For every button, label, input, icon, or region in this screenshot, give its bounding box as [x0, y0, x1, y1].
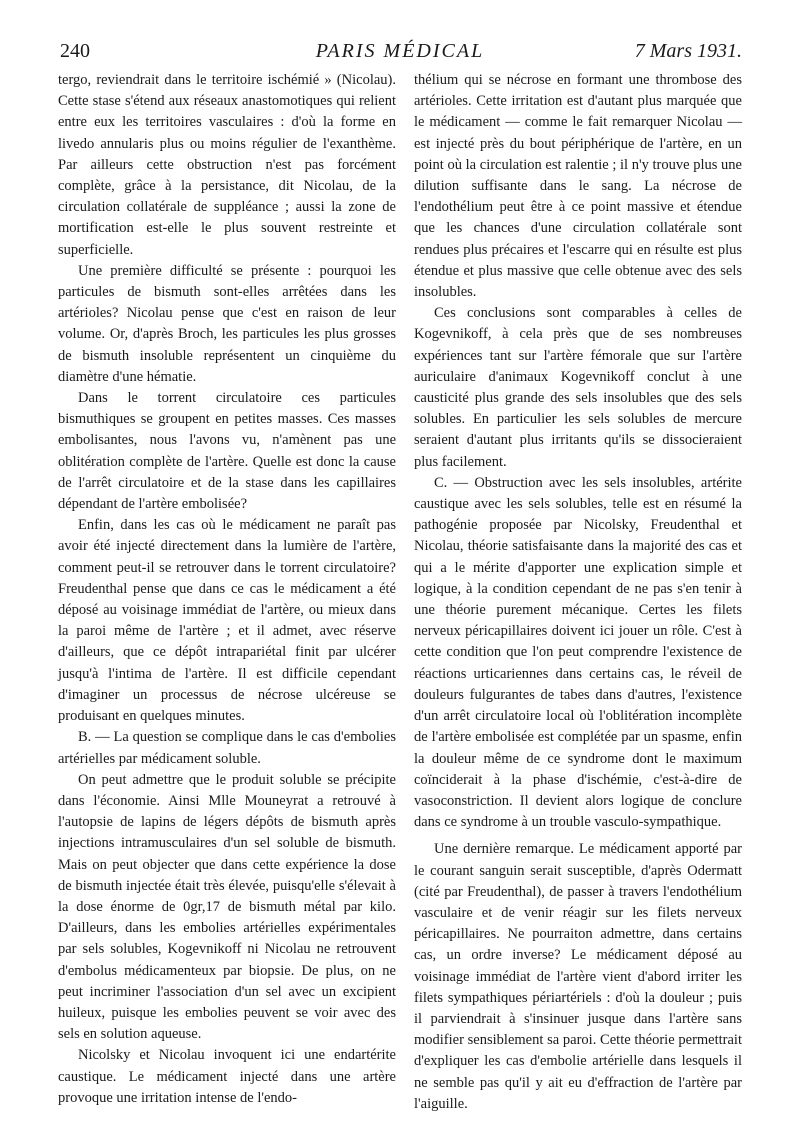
page-number: 240 [60, 40, 90, 62]
paragraph: Enfin, dans les cas où le médicament ne paraît pas avoir été injecté directement dans la lumière de l'artère, comment peut-il se retrouver dans le torrent circulatoire? Freudenthal pense que dans ce cas le médicament a été déposé au voisinage immédiat de l'artère, ou mieux dans la paroi même de l'artère ; et il admet, avec réserve d'ailleurs, que ce dépôt intrapariétal finit par ulcérer jusqu'à l'intima de l'artère. Il est difficile cependant d'imaginer un processus de nécrose ulcéreuse se produisant en quelques minutes. [58, 517, 396, 725]
text-columns [58, 70, 742, 1115]
paragraph: B. — La question se complique dans le cas d'embolies artérielles par médicament soluble. [58, 729, 396, 767]
paragraph: On peut admettre que le produit soluble se précipite dans l'économie. Ainsi Mlle Mouneyrat a retrouvé à l'autopsie de lapins de légers dépôts de bismuth après injections intramusculaires d'un sel soluble de bismuth. Mais on peut objecter que dans cette expérience la dose de bismuth injectée était très élevée, puisqu'elle s'élevait à la dose énorme de 0gr,17 de bismuth métal par kilo. D'ailleurs, dans les embolies artérielles expérimentales par sels solubles, Kogevnikoff ni Nicolau ne retrouvent d'embolus médicamenteux par biopsie. De plus, on ne peut incriminer l'association d'un sel avec un excipient huileux, puisque les embolies peuvent se voir avec des sels en solution aqueuse. [58, 771, 396, 1043]
paragraph: Une première difficulté se présente : pourquoi les particules de bismuth sont-elles arrêtées dans les artérioles? Nicolau pense que c'est en raison de leur volume. Or, d'après Broch, les particules les plus grosses de bismuth insoluble représentent un cinquième du diamètre d'une hématie. [58, 262, 396, 385]
paragraph: Ces conclusions sont comparables à celles de Kogevnikoff, à cela près que de ses nombreuses expériences tant sur l'artère fémorale que sur l'artère auriculaire d'animaux Kogevnikoff conclut à une causticité plus grande des sels insolubles que des sels solubles. En particulier les sels solubles de mercure seraient d'autant plus irritants qu'ils se dissocieraient plus facilement. [414, 305, 742, 470]
right-column [414, 70, 742, 1115]
paragraph: thélium qui se nécrose en formant une thrombose des artérioles. Cette irritation est d'autant plus marquée que le médicament — comme le fait remarquer Nicolau — est injecté près du bout périphérique de l'artère, en un point où la circulation est ralentie ; il n'y trouve plus une dilution suffisante dans le sang. La nécrose de l'endothélium peut être à ce point massive et étendue que les chances d'une circulation collatérale sont rendues plus précaires et l'escarre qui en résulte est plus étendue et plus massive que celle obtenue avec des sels insolubles. [414, 72, 742, 301]
paragraph: C. — Obstruction avec les sels insolubles, artérite caustique avec les sels solubles, telle est en résumé la pathogénie proposée par Nicolsky, Freudenthal et Nicolau, théorie satisfaisante dans la majorité des cas et qui a le mérite d'apporter une explication simple et logique, à la condition cependant de ne pas s'en tenir à une théorie purement mécanique. Certes les filets nerveux péricapillaires doivent ici jouer un rôle. C'est à cette condition que l'on peut comprendre l'existence de réactions urticariennes dans certains cas, le réveil de douleurs fulgurantes de tabes dans d'autres, l'existence d'un arrêt circulatoire local où l'oblitération incomplète de l'artère embolisée est complétée par un spasme, enfin la douleur même de ce syndrome dont le maximum coïnciderait à la phase d'ischémie, c'est-à-dire de vasoconstriction. Il devient alors logique de conclure dans ce syndrome à un trouble vasculo-sympathique. [414, 474, 742, 831]
left-column [58, 70, 396, 1115]
journal-title: PARIS MÉDICAL [315, 40, 485, 62]
page-header [58, 40, 742, 68]
paragraph: Dans le torrent circulatoire ces particules bismuthiques se groupent en petites masses. Ces masses embolisantes, nous l'avons vu, n'amènent pas une oblitération complète de l'artère. Quelle est donc la cause de l'arrêt circulatoire et de la stase dans les capillaires dépendant de l'artère embolisée? [58, 390, 396, 513]
journal-page [58, 40, 742, 1115]
paragraph: tergo, reviendrait dans le territoire ischémié » (Nicolau). Cette stase s'étend aux réseaux anastomotiques qui relient entre eux les territoires vasculaires : d'où la forme en livedo annularis plus ou moins régulier de l'exanthème. Par ailleurs cette obstruction n'est pas forcément complète, grâce à la persistance, dit Nicolau, de la circulation collatérale de suppléance ; aussi la zone de mortification est-elle le plus souvent restreinte et superficielle. [58, 72, 396, 258]
paragraph: Nicolsky et Nicolau invoquent ici une endartérite caustique. Le médicament injecté dans une artère provoque une irritation intense de l'endo- [58, 1047, 396, 1106]
issue-date: 7 Mars 1931. [634, 40, 742, 62]
paragraph: Une dernière remarque. Le médicament apporté par le courant sanguin serait susceptible, d'après Odermatt (cité par Freudenthal), de passer à travers l'endothélium vasculaire et de venir réagir sur les filets nerveux péricapillaires. Ne pourraiton admettre, dans certains cas, un ordre inverse? Le médicament déposé au voisinage immédiat de l'artère vient d'abord irriter les filets sympathiques périartériels : d'où la douleur ; puis il parviendrait à s'insinuer jusque dans l'artère sans modifier sensiblement sa paroi. Cette théorie permettrait d'expliquer les cas d'embolie artérielle dans lesquels il ne semble pas qu'il y ait eu d'effraction de l'artère par l'aiguille. [414, 841, 742, 1112]
